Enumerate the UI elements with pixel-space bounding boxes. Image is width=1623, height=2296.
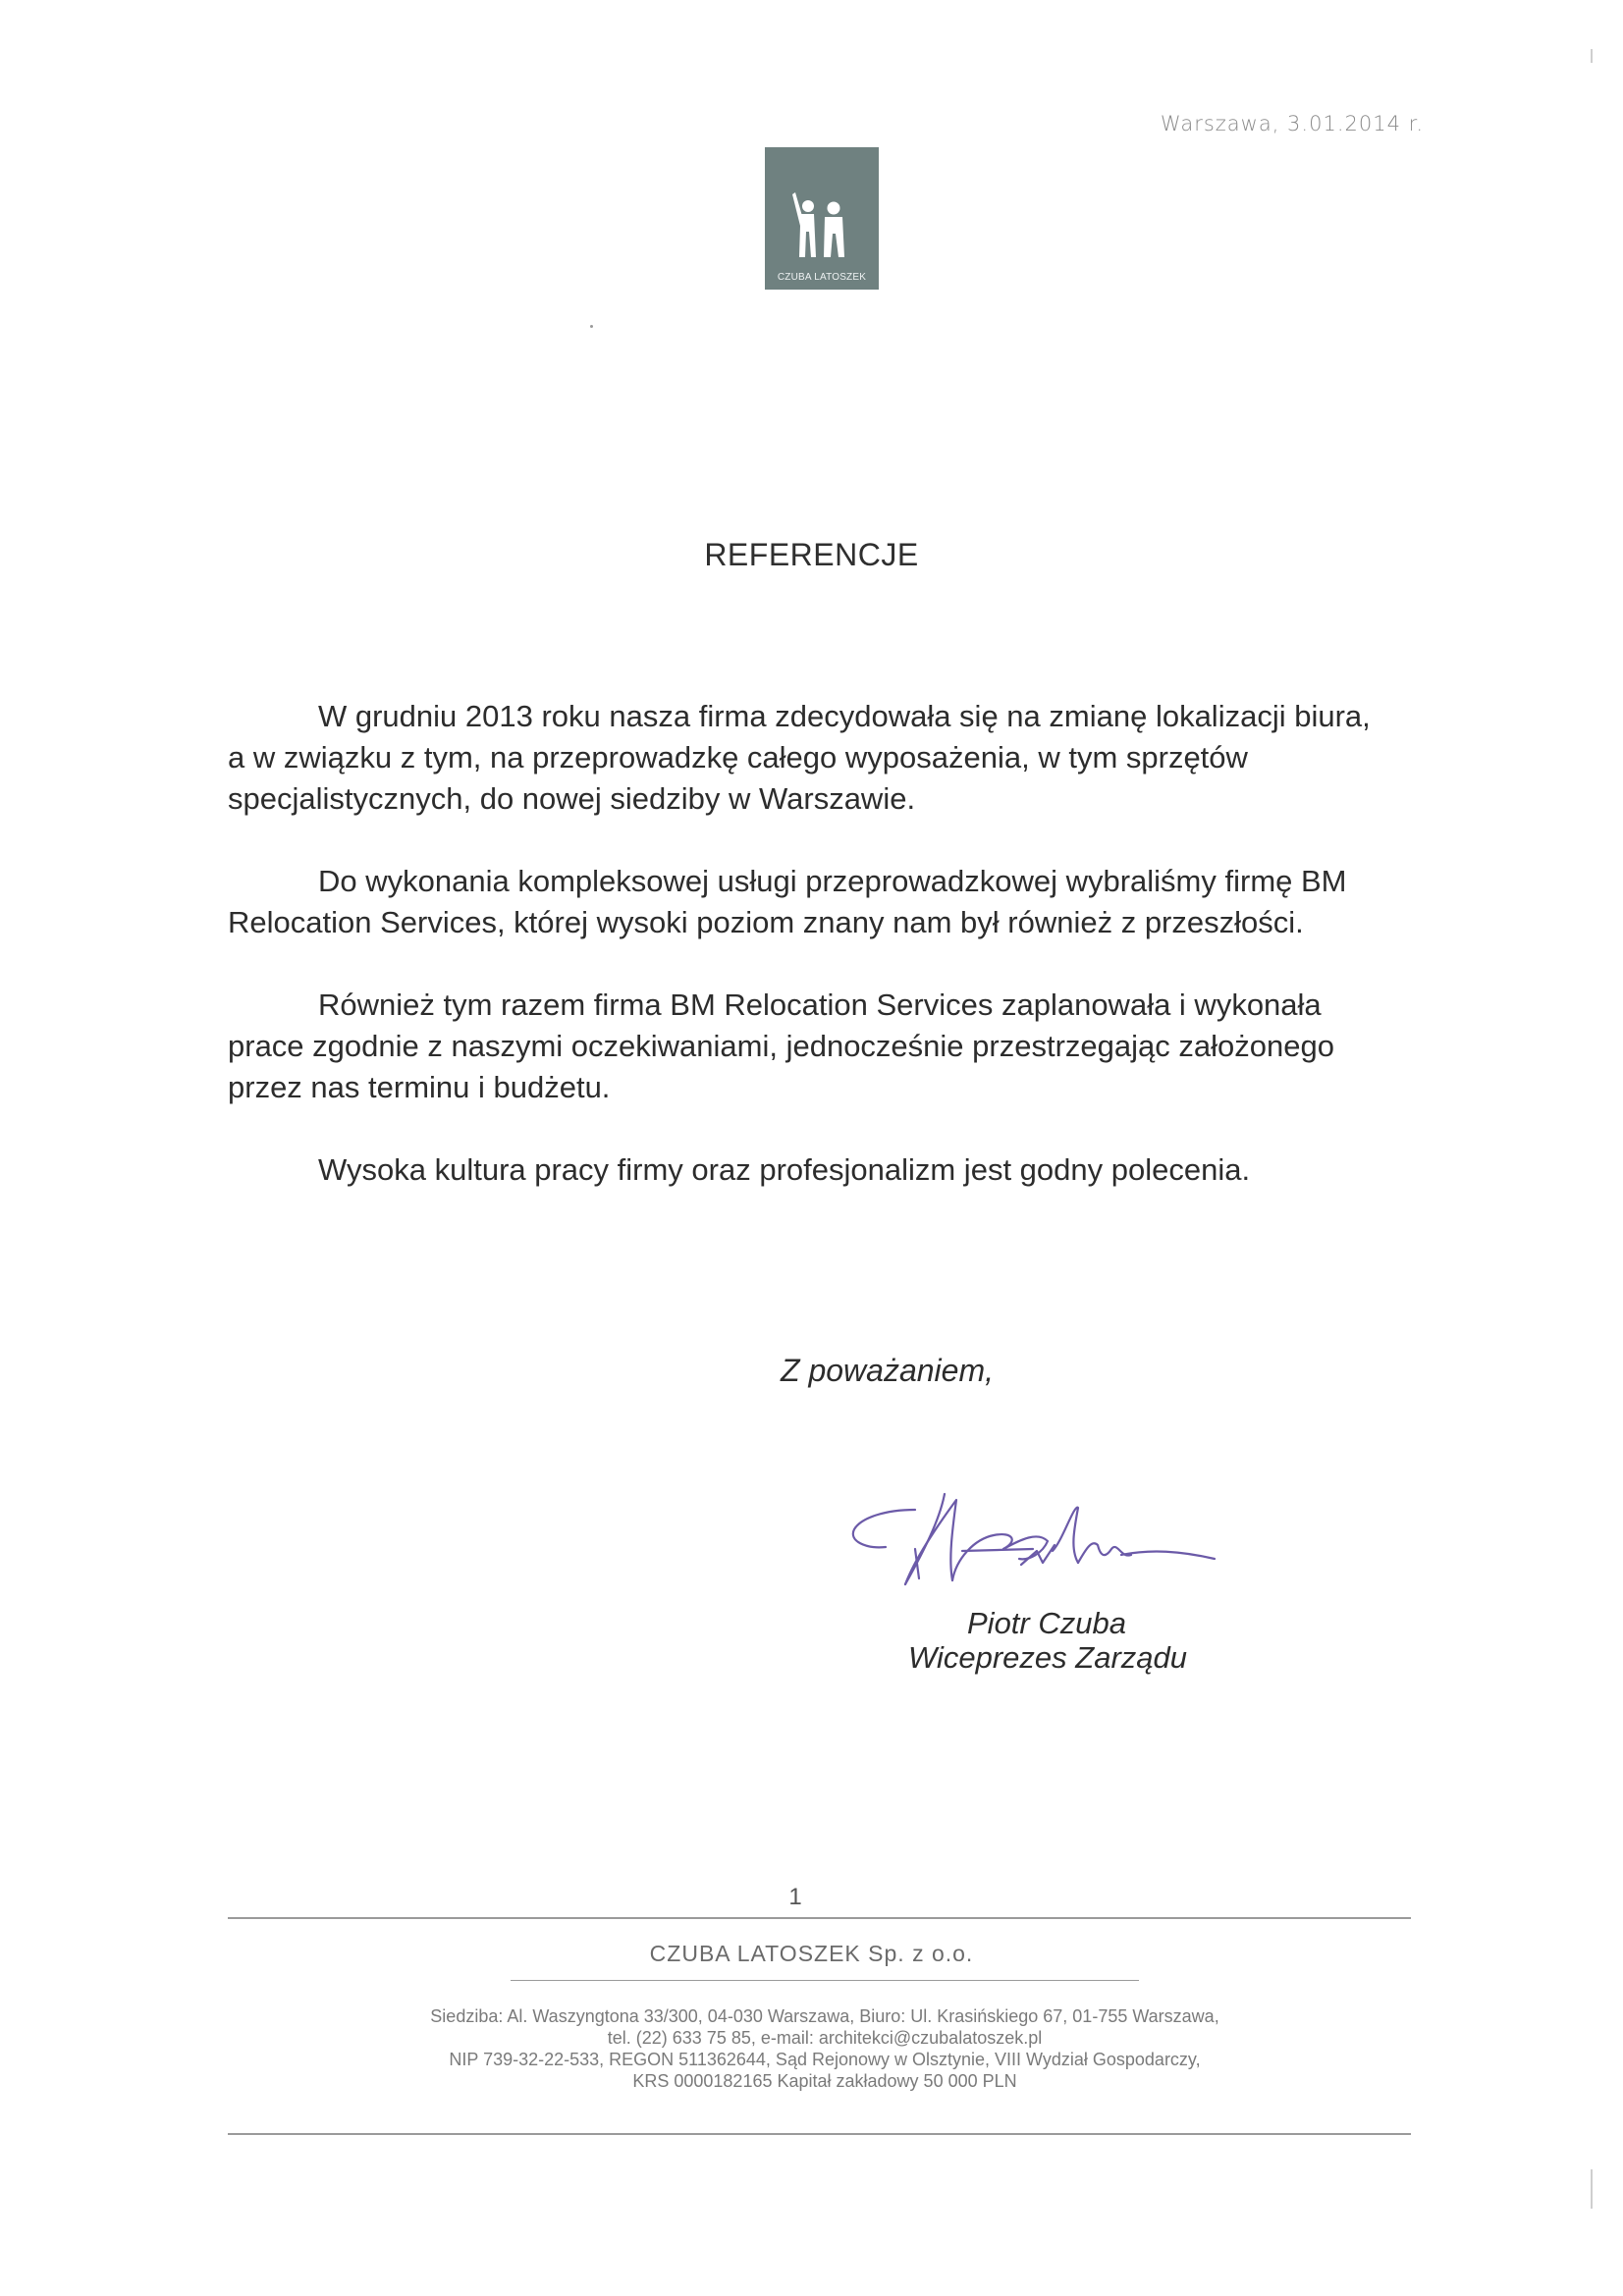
footer-line-address: Siedziba: Al. Waszyngtona 33/300, 04-030 Warszawa, Biuro: Ul. Krasińskiego 67, 01-755 Warszawa, — [430, 2006, 1219, 2026]
closing-salutation: Z poważaniem, — [781, 1353, 994, 1388]
footer-company-name: CZUBA LATOSZEK Sp. z o.o. — [649, 1941, 974, 1966]
footer-divider-top — [228, 1917, 1411, 1919]
letter-date: Warszawa, 3.01.2014 r. — [1160, 112, 1424, 135]
footer-divider-bottom — [228, 2133, 1411, 2135]
logo-text: CZUBA LATOSZEK — [777, 272, 867, 283]
footer-details — [295, 2005, 1355, 2092]
footer-company-divider — [511, 1980, 1139, 1981]
paragraph-2 — [228, 861, 1416, 943]
page-number: 1 — [788, 1884, 802, 1910]
letter-body — [228, 696, 1416, 1232]
handwritten-signature — [846, 1490, 1219, 1613]
paragraph-line: a w związku z tym, na przeprowadzkę całego wyposażenia, w tym sprzętów — [228, 740, 1248, 774]
document-title: REFERENCJE — [704, 537, 919, 572]
paragraph-line: specjalistycznych, do nowej siedziby w Warszawie. — [228, 781, 916, 816]
paragraph-line: Relocation Services, której wysoki poziom znany nam był również z przeszłości. — [228, 905, 1304, 939]
company-logo — [765, 147, 879, 290]
signer-name: Piotr Czuba — [967, 1606, 1126, 1640]
footer-line-contact: tel. (22) 633 75 85, e-mail: architekci@czubalatoszek.pl — [607, 2028, 1043, 2048]
logo-figures-icon — [765, 147, 879, 290]
paragraph-1 — [228, 696, 1416, 820]
paragraph-line: przez nas terminu i budżetu. — [228, 1070, 611, 1104]
paragraph-line: W grudniu 2013 roku nasza firma zdecydowała się na zmianę lokalizacji biura, — [318, 699, 1371, 733]
footer-line-capital: KRS 0000182165 Kapitał zakładowy 50 000 PLN — [632, 2071, 1017, 2091]
signer-title: Wiceprezes Zarządu — [908, 1640, 1187, 1675]
paragraph-line: prace zgodnie z naszymi oczekiwaniami, jednocześnie przestrzegając założonego — [228, 1029, 1334, 1063]
scan-edge-mark — [1591, 2169, 1593, 2209]
scan-dot — [590, 325, 593, 328]
paragraph-line: Wysoka kultura pracy firmy oraz profesjonalizm jest godny polecenia. — [318, 1152, 1251, 1187]
paragraph-4 — [228, 1149, 1416, 1191]
scan-edge-mark — [1591, 49, 1593, 63]
paragraph-3 — [228, 985, 1416, 1108]
footer-line-registration: NIP 739-32-22-533, REGON 511362644, Sąd Rejonowy w Olsztynie, VIII Wydział Gospodarczy, — [449, 2050, 1201, 2069]
paragraph-line: Do wykonania kompleksowej usługi przeprowadzkowej wybraliśmy firmę BM — [318, 864, 1347, 898]
signature-icon — [846, 1490, 1219, 1608]
paragraph-line: Również tym razem firma BM Relocation Services zaplanowała i wykonała — [318, 988, 1322, 1022]
